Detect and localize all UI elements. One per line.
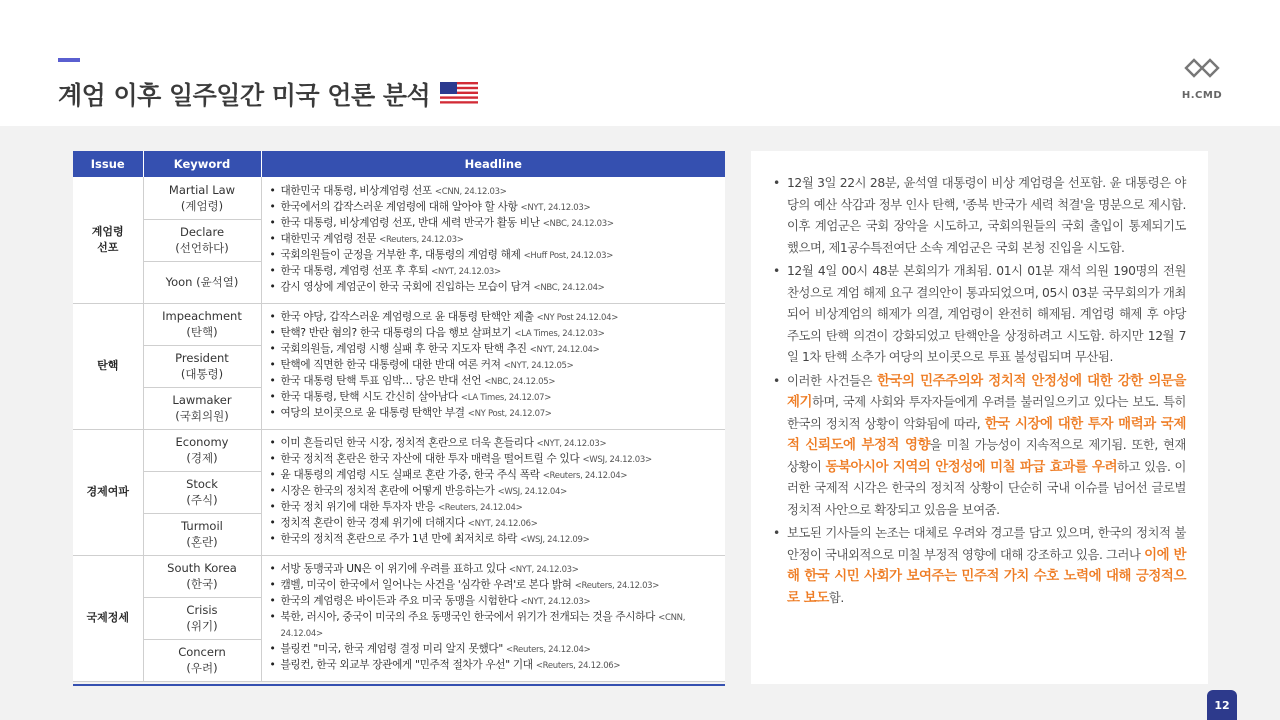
summary-highlight: 이에 반해 한국 시민 사회가 보여주는 민주적 가치 수호 노력에 대해 긍정적으로 보도 bbox=[787, 547, 1186, 606]
headline-text: 한국의 정치적 혼란으로 주가 1년 만에 최저치로 하락 bbox=[280, 533, 518, 545]
headline-item bbox=[270, 342, 720, 358]
headline-source: <Reuters, 24.12.03> bbox=[574, 581, 660, 591]
headline-source: <NYT, 24.12.03> bbox=[520, 597, 591, 607]
headline-item bbox=[270, 406, 720, 422]
logo-text: H.CMD bbox=[1181, 90, 1223, 101]
keyword-cell: Economy (경제) bbox=[143, 429, 261, 471]
headline-text: 한국 대통령, 계엄령 선포 후 후퇴 bbox=[280, 264, 429, 277]
headline-cell bbox=[261, 303, 725, 429]
issue-cell: 계엄령 선포 bbox=[73, 177, 143, 303]
headline-item bbox=[270, 500, 720, 516]
headline-text: 블링컨 "미국, 한국 계엄령 결정 미리 알지 못했다" bbox=[280, 643, 503, 655]
table-row bbox=[73, 555, 725, 597]
headline-source: <Reuters, 24.12.04> bbox=[542, 471, 628, 481]
headline-text: 탄핵? 반란 혐의? 한국 대통령의 다음 행보 살펴보기 bbox=[280, 327, 512, 339]
headline-text: 한국 정치 위기에 대한 투자자 반응 bbox=[280, 501, 435, 513]
headline-item bbox=[270, 642, 720, 658]
keyword-cell: Stock (주식) bbox=[143, 471, 261, 513]
headline-text: 윤 대통령의 계엄령 시도 실패로 혼란 가중, 한국 주식 폭락 bbox=[280, 469, 540, 481]
headline-source: <NYT, 24.12.03> bbox=[431, 266, 501, 277]
summary-text: 12월 3일 22시 28분, 윤석열 대통령이 비상 계엄령을 선포함. 윤 대통령은 야당의 예산 삭감과 정부 인사 탄핵, '종북 반국가 세력 척결'을 명분으로 제시함. 이후 계엄군은 국회 장악을 시도하고, 국회의원들의 국회 출입이 통제되기도 했으며, 제1공수특전여단 소속 계엄군은 국회 본청 진입을 시도함. bbox=[787, 176, 1186, 255]
headline-source: <Huff Post, 24.12.03> bbox=[523, 250, 614, 261]
headline-item bbox=[270, 248, 720, 264]
headline-list bbox=[270, 562, 720, 674]
headline-source: <Reuters, 24.12.04> bbox=[506, 645, 591, 655]
headline-text: 서방 동맹국과 UN은 이 위기에 우려를 표하고 있다 bbox=[280, 563, 506, 575]
keyword-cell: Concern (우려) bbox=[143, 639, 261, 681]
table-row bbox=[73, 303, 725, 345]
headline-text: 북한, 러시아, 중국이 미국의 주요 동맹국인 한국에서 위기가 전개되는 것을 주시하다 bbox=[280, 611, 656, 623]
issue-cell: 경제여파 bbox=[73, 429, 143, 555]
headline-text: 이미 흔들리던 한국 시장, 정치적 혼란으로 더욱 흔들리다 bbox=[280, 437, 534, 449]
headline-source: <NYT, 24.12.06> bbox=[467, 519, 538, 529]
headline-item bbox=[270, 390, 720, 406]
table-bottom-border bbox=[73, 684, 725, 686]
headline-source: <LA Times, 24.12.03> bbox=[514, 329, 605, 339]
headline-item bbox=[270, 216, 720, 232]
headline-source: <NY Post, 24.12.07> bbox=[467, 409, 552, 419]
headline-item bbox=[270, 610, 720, 642]
headline-text: 여당의 보이콧으로 윤 대통령 탄핵안 부결 bbox=[280, 407, 465, 419]
headline-text: 한국 대통령 탄핵 투표 임박… 당은 반대 선언 bbox=[280, 375, 482, 387]
keyword-cell: South Korea (한국) bbox=[143, 555, 261, 597]
headline-list bbox=[270, 184, 720, 296]
table-row bbox=[73, 177, 725, 219]
keyword-cell: Martial Law (계엄령) bbox=[143, 177, 261, 219]
headline-item bbox=[270, 578, 720, 594]
headline-source: <NYT, 24.12.03> bbox=[520, 202, 591, 213]
table-row bbox=[73, 429, 725, 471]
headline-text: 한국의 계엄령은 바이든과 주요 미국 동맹을 시험한다 bbox=[280, 595, 518, 607]
page-title bbox=[58, 76, 478, 112]
headline-source: <CNN, 24.12.04> bbox=[280, 613, 686, 639]
headline-item bbox=[270, 280, 720, 296]
page-number-badge: 12 bbox=[1207, 690, 1237, 720]
us-flag-icon bbox=[440, 82, 478, 106]
headline-item bbox=[270, 358, 720, 374]
headline-item bbox=[270, 484, 720, 500]
headline-item bbox=[270, 326, 720, 342]
keyword-cell: Turmoil (혼란) bbox=[143, 513, 261, 555]
keyword-cell: Yoon (윤석열) bbox=[143, 261, 261, 303]
headline-text: 한국에서의 갑작스러운 계엄령에 대해 알아야 할 사항 bbox=[280, 200, 518, 213]
summary-item bbox=[773, 173, 1186, 259]
summary-highlight: 동북아시아 지역의 안정성에 미칠 파급 효과를 우려 bbox=[825, 459, 1118, 475]
headline-text: 대한민국 계엄령 전문 bbox=[280, 232, 377, 245]
headline-item bbox=[270, 374, 720, 390]
headline-source: <WSJ, 24.12.09> bbox=[520, 535, 590, 545]
headline-source: <NYT, 24.12.03> bbox=[536, 439, 607, 449]
summary-highlight: 한국의 민주주의와 정치적 안정성에 대한 강한 의문을 제기 bbox=[787, 373, 1186, 410]
headline-text: 정치적 혼란이 한국 경제 위기에 더해지다 bbox=[280, 517, 465, 529]
headline-item bbox=[270, 562, 720, 578]
headline-item bbox=[270, 436, 720, 452]
headline-text: 시장은 한국의 정치적 혼란에 어떻게 반응하는가 bbox=[280, 485, 495, 497]
summary-item bbox=[773, 523, 1186, 609]
summary-text: 함. bbox=[828, 590, 844, 605]
headline-source: <WSJ, 24.12.03> bbox=[582, 455, 652, 465]
keyword-cell: Declare (선언하다) bbox=[143, 219, 261, 261]
keyword-cell: Lawmaker (국회의원) bbox=[143, 387, 261, 429]
headline-text: 한국 대통령, 비상계엄령 선포, 반대 세력 반국가 활동 비난 bbox=[280, 216, 540, 229]
summary-text: 을 미칠 가능성이 지속적으로 제기됨. 또한, 현재 상황이 bbox=[787, 438, 1187, 474]
headline-source: <CNN, 24.12.03> bbox=[434, 186, 507, 197]
headline-source: <NBC, 24.12.05> bbox=[484, 377, 556, 387]
headline-item bbox=[270, 658, 720, 674]
headline-item bbox=[270, 594, 720, 610]
headline-text: 국회의원들, 계엄령 시행 실패 후 한국 지도자 탄핵 추진 bbox=[280, 343, 527, 355]
headline-item bbox=[270, 264, 720, 280]
headline-source: <NYT, 24.12.05> bbox=[503, 361, 574, 371]
summary-item bbox=[773, 261, 1186, 369]
headline-source: <Reuters, 24.12.06> bbox=[535, 661, 621, 671]
headline-source: <NYT, 24.12.04> bbox=[529, 345, 600, 355]
headline-text: 한국 정치적 혼란은 한국 자산에 대한 투자 매력을 떨어트릴 수 있다 bbox=[280, 453, 580, 465]
issue-cell: 국제정세 bbox=[73, 555, 143, 681]
summary-text: 12월 4일 00시 48분 본회의가 개최됨. 01시 01분 재석 의원 190명의 전원 찬성으로 계엄 해제 요구 결의안이 통과되었으며, 05시 03분 국무회의가 개최되어 비상계엄의 해제가 의결, 계엄령이 완전히 해제됨. 계엄령 해제 후 야당 주도의 탄핵 의견이 강화되었고 탄핵안을 상정하려고 시도함. 하지만 12월 7일 1차 탄핵 소추가 여당의 보이콧으로 투표 불성립되며 무산됨. bbox=[787, 264, 1186, 364]
header-issue: Issue bbox=[73, 151, 143, 177]
headline-cell bbox=[261, 429, 725, 555]
headline-source: <NBC, 24.12.03> bbox=[542, 218, 614, 229]
headline-text: 탄핵에 직면한 한국 대통령에 대한 반대 여론 커져 bbox=[280, 359, 501, 371]
headline-text: 감시 영상에 계엄군이 한국 국회에 진입하는 모습이 담겨 bbox=[280, 280, 531, 293]
headline-source: <Reuters, 24.12.03> bbox=[379, 234, 464, 245]
news-headline-table bbox=[73, 151, 725, 682]
summary-text: 보도된 기사들의 논조는 대체로 우려와 경고를 담고 있으며, 한국의 정치적 불안정이 국내외적으로 미칠 부정적 영향에 대해 강조하고 있음. 그러나 bbox=[787, 526, 1186, 562]
summary-text: 하며, 국제 사회와 투자자들에게 우려를 불러일으키고 있다는 보도. 특히 한국의 정치적 상황이 악화됨에 따라, bbox=[787, 395, 1186, 431]
headline-source: <LA Times, 24.12.07> bbox=[460, 393, 552, 403]
headline-cell bbox=[261, 177, 725, 303]
headline-text: 대한민국 대통령, 비상계엄령 선포 bbox=[280, 184, 432, 197]
headline-item bbox=[270, 468, 720, 484]
summary-panel bbox=[751, 151, 1208, 684]
title-accent-bar bbox=[58, 58, 80, 62]
headline-text: 캠벨, 미국이 한국에서 일어나는 사건을 '심각한 우려'로 본다 밝혀 bbox=[280, 579, 572, 591]
company-logo bbox=[1180, 56, 1224, 101]
headline-list bbox=[270, 310, 720, 422]
summary-text: 하고 있음. 이러한 국제적 시각은 한국의 정치적 상황이 단순히 국내 이슈를 넘어선 글로벌 정치적 사안으로 확장되고 있음을 보여줌. bbox=[787, 459, 1187, 517]
headline-item bbox=[270, 200, 720, 216]
headline-item bbox=[270, 516, 720, 532]
headline-text: 국회의원들이 군정을 거부한 후, 대통령의 계엄령 해제 bbox=[280, 248, 521, 261]
logo-mark-icon bbox=[1184, 56, 1220, 84]
header-keyword: Keyword bbox=[143, 151, 261, 177]
headline-item bbox=[270, 232, 720, 248]
headline-source: <WSJ, 24.12.04> bbox=[497, 487, 567, 497]
keyword-cell: Impeachment (탄핵) bbox=[143, 303, 261, 345]
summary-list bbox=[773, 173, 1186, 609]
summary-highlight: 한국 시장에 대한 투자 매력과 국제적 신뢰도에 부정적 영향 bbox=[787, 416, 1186, 453]
headline-text: 블링컨, 한국 외교부 장관에게 "민주적 절차가 우선" 기대 bbox=[280, 659, 533, 671]
headline-source: <NBC, 24.12.04> bbox=[533, 282, 605, 293]
headline-source: <NY Post 24.12.04> bbox=[536, 313, 619, 323]
summary-item bbox=[773, 371, 1186, 522]
summary-text: 이러한 사건들은 bbox=[787, 373, 877, 388]
headline-item bbox=[270, 532, 720, 548]
page-title-text: 계엄 이후 일주일간 미국 언론 분석 bbox=[58, 81, 431, 110]
headline-list bbox=[270, 436, 720, 548]
headline-text: 한국 대통령, 탄핵 시도 간신히 살아남다 bbox=[280, 391, 458, 403]
issue-cell: 탄핵 bbox=[73, 303, 143, 429]
table-header-row bbox=[73, 151, 725, 177]
headline-source: <Reuters, 24.12.04> bbox=[437, 503, 523, 513]
keyword-cell: Crisis (위기) bbox=[143, 597, 261, 639]
headline-source: <NYT, 24.12.03> bbox=[508, 565, 579, 575]
keyword-cell: President (대통령) bbox=[143, 345, 261, 387]
headline-item bbox=[270, 310, 720, 326]
headline-item bbox=[270, 184, 720, 200]
headline-item bbox=[270, 452, 720, 468]
headline-text: 한국 야당, 갑작스러운 계엄령으로 윤 대통령 탄핵안 제출 bbox=[280, 311, 534, 323]
headline-cell bbox=[261, 555, 725, 681]
header-headline: Headline bbox=[261, 151, 725, 177]
